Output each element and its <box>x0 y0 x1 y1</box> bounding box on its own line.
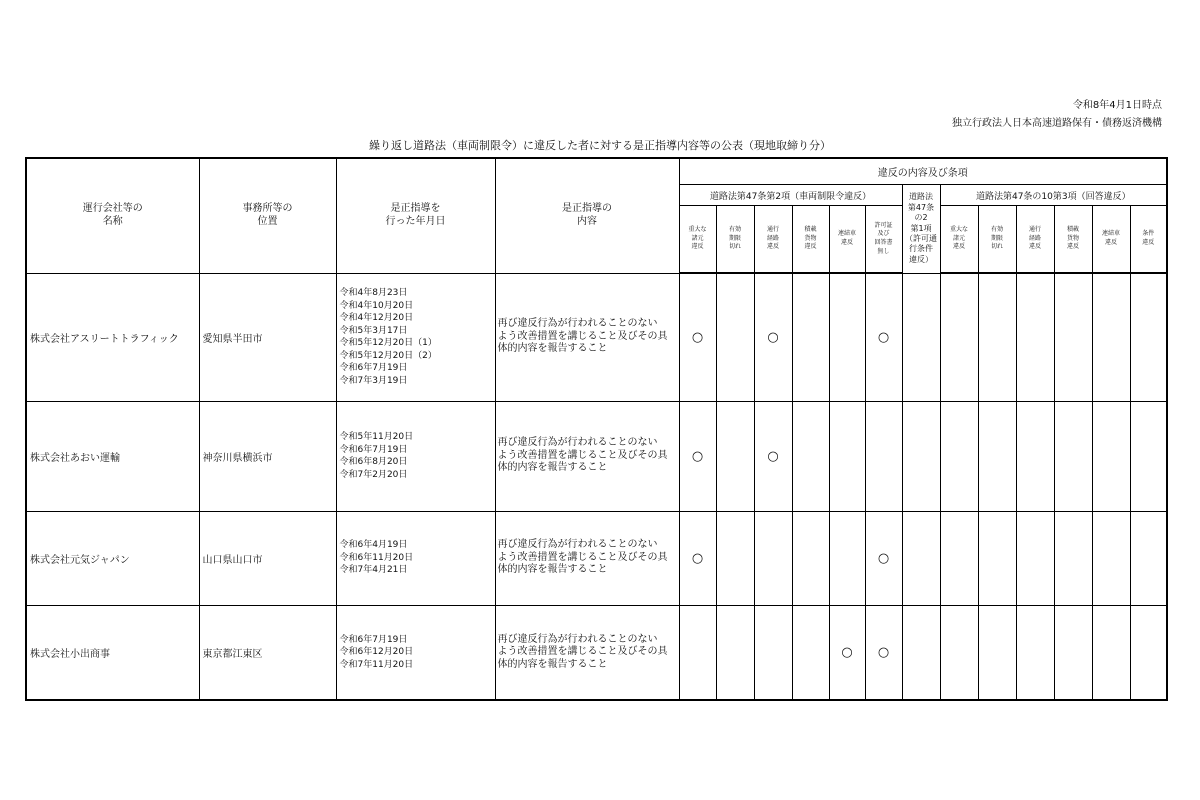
violation-mark: ○ <box>691 329 704 345</box>
guidance-content: 再び違反行為が行われることのない よう改善措置を講じること及びその具 体的内容を報告すること <box>495 401 679 511</box>
office-location: 神奈川県横浜市 <box>199 401 336 511</box>
violation-cell <box>865 401 902 511</box>
violation-mark: ○ <box>841 644 853 660</box>
header-dates: 是正指導を 行った年月日 <box>336 158 495 273</box>
violation-cell <box>679 605 716 700</box>
violation-cell <box>1130 605 1167 700</box>
guidance-content: 再び違反行為が行われることのない よう改善措置を講じること及びその具 体的内容を報告すること <box>495 605 679 700</box>
violation-cell <box>1016 273 1054 401</box>
violation-cell <box>902 273 940 401</box>
header-group-response: 道路法第47条の10第3項（回答違反） <box>940 185 1167 206</box>
violation-mark: ○ <box>691 448 704 464</box>
violation-cell <box>865 605 902 700</box>
header-location: 事務所等の 位置 <box>199 158 336 273</box>
company-name: 株式会社アスリートトラフィック <box>26 273 199 401</box>
guidance-dates: 令和6年4月19日 令和6年11月20日 令和7年4月21日 <box>336 511 495 605</box>
violation-cell <box>978 273 1016 401</box>
violation-cell <box>1130 401 1167 511</box>
violation-mark: ○ <box>767 448 779 464</box>
violation-cell <box>978 401 1016 511</box>
header-company: 運行会社等の 名称 <box>26 158 199 273</box>
violation-cell <box>1054 511 1092 605</box>
header-group-vehicle-restriction: 道路法第47条第2項（車両制限令違反） <box>679 185 902 206</box>
subheader-g2: 通行 経路 違反 <box>1016 206 1054 274</box>
violation-cell <box>829 605 865 700</box>
subheader-g1: 許可証 及び 回答書 無し <box>865 206 902 274</box>
violation-cell <box>679 273 716 401</box>
violation-mark: ○ <box>877 644 890 660</box>
violation-cell <box>792 511 829 605</box>
violation-cell <box>716 605 754 700</box>
violation-cell <box>1092 273 1130 401</box>
guidance-content: 再び違反行為が行われることのない よう改善措置を講じること及びその具 体的内容を報告すること <box>495 273 679 401</box>
violation-mark: ○ <box>877 329 890 345</box>
guidance-dates: 令和5年11月20日 令和6年7月19日 令和6年8月20日 令和7年2月20日 <box>336 401 495 511</box>
violation-cell <box>754 401 792 511</box>
table-row <box>26 511 1167 605</box>
office-location: 山口県山口市 <box>199 511 336 605</box>
table-row <box>26 401 1167 511</box>
header-violations: 違反の内容及び条項 <box>679 158 1167 185</box>
violation-cell <box>679 511 716 605</box>
violation-cell <box>1130 511 1167 605</box>
violation-cell <box>716 511 754 605</box>
header-permit-condition: 道路法 第47条 の2 第1項 （許可通 行条件 違反） <box>902 185 940 274</box>
subheader-g1: 連結車 違反 <box>829 206 865 274</box>
guidance-dates: 令和4年8月23日 令和4年10月20日 令和4年12月20日 令和5年3月17日 令和5年12月20日（1） 令和5年12月20日（2） 令和6年7月19日 令和7年3月19日 <box>336 273 495 401</box>
header-content: 是正指導の 内容 <box>495 158 679 273</box>
violation-cell <box>716 273 754 401</box>
violation-cell <box>754 273 792 401</box>
violation-cell <box>978 511 1016 605</box>
page-title: 繰り返し道路法（車両制限令）に違反した者に対する是正指導内容等の公表（現地取締り分） <box>369 139 831 152</box>
violation-cell <box>940 605 978 700</box>
violation-cell <box>1092 605 1130 700</box>
violation-cell <box>716 401 754 511</box>
company-name: 株式会社元気ジャパン <box>26 511 199 605</box>
violation-cell <box>829 401 865 511</box>
subheader-g1: 通行 経路 違反 <box>754 206 792 274</box>
violation-cell <box>940 401 978 511</box>
violation-cell <box>754 605 792 700</box>
subheader-g2: 有効 期限 切れ <box>978 206 1016 274</box>
subheader-g2: 積載 貨物 違反 <box>1054 206 1092 274</box>
company-name: 株式会社あおい運輸 <box>26 401 199 511</box>
violation-cell <box>792 273 829 401</box>
violation-cell <box>1092 511 1130 605</box>
as-of-date: 令和8年4月1日時点 <box>1072 100 1162 111</box>
subheader-g1: 積載 貨物 違反 <box>792 206 829 274</box>
table-row <box>26 605 1167 700</box>
violation-cell <box>978 605 1016 700</box>
violation-cell <box>1054 401 1092 511</box>
organization-name: 独立行政法人日本高速道路保有・債務返済機構 <box>952 118 1162 129</box>
violation-cell <box>1054 273 1092 401</box>
violation-cell <box>1130 273 1167 401</box>
violation-cell <box>902 401 940 511</box>
violation-cell <box>865 511 902 605</box>
subheader-g1: 重大な 諸元 違反 <box>679 206 716 274</box>
violation-cell <box>792 401 829 511</box>
table-body <box>26 273 1167 700</box>
violation-cell <box>1016 401 1054 511</box>
violation-mark: ○ <box>877 550 890 566</box>
violations-table <box>25 157 1168 701</box>
guidance-content: 再び違反行為が行われることのない よう改善措置を講じること及びその具 体的内容を報告すること <box>495 511 679 605</box>
violation-cell <box>1054 605 1092 700</box>
subheader-g1: 有効 期限 切れ <box>716 206 754 274</box>
violation-mark: ○ <box>691 550 704 566</box>
violation-cell <box>679 401 716 511</box>
office-location: 東京都江東区 <box>199 605 336 700</box>
violation-mark: ○ <box>767 329 779 345</box>
table-row <box>26 273 1167 401</box>
violation-cell <box>940 273 978 401</box>
violation-cell <box>829 511 865 605</box>
violation-cell <box>1092 401 1130 511</box>
violation-cell <box>1016 511 1054 605</box>
violation-cell <box>829 273 865 401</box>
office-location: 愛知県半田市 <box>199 273 336 401</box>
subheader-g2: 重大な 諸元 違反 <box>940 206 978 274</box>
violation-cell <box>940 511 978 605</box>
violation-cell <box>902 605 940 700</box>
guidance-dates: 令和6年7月19日 令和6年12月20日 令和7年11月20日 <box>336 605 495 700</box>
violation-cell <box>754 511 792 605</box>
company-name: 株式会社小出商事 <box>26 605 199 700</box>
subheader-g2: 条件 違反 <box>1130 206 1167 274</box>
violation-cell <box>865 273 902 401</box>
violation-cell <box>792 605 829 700</box>
violation-cell <box>1016 605 1054 700</box>
subheader-g2: 連結車 違反 <box>1092 206 1130 274</box>
violation-cell <box>902 511 940 605</box>
